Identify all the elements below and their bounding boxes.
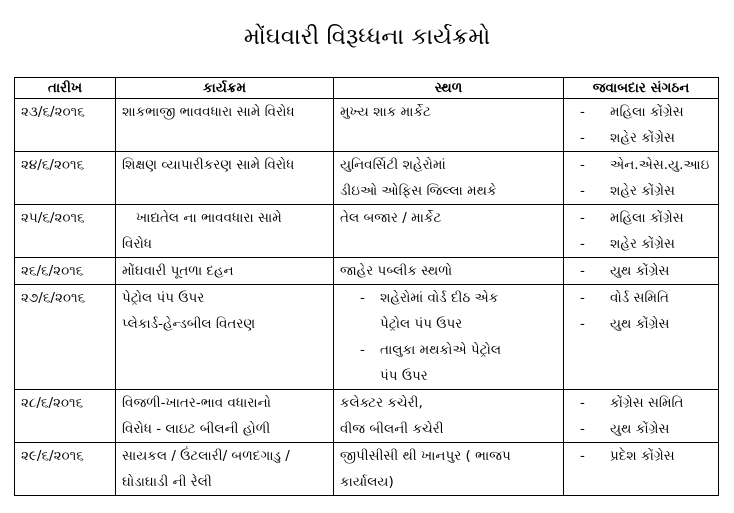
table-row xyxy=(15,390,719,443)
program-cell xyxy=(116,390,334,443)
responsible-item: - મહિલા કોંગ્રેસ xyxy=(580,104,684,120)
program-line: વિજળી-ખાતર-ભાવ વધારાનો xyxy=(122,395,272,411)
date-text: ૨૬/૬/૨૦૧૬ xyxy=(21,263,84,279)
responsible-item: - એન.એસ.યુ.આઇ xyxy=(580,157,710,173)
place-cell xyxy=(334,390,564,443)
date-text: ૨૭/૬/૨૦૧૬ xyxy=(21,290,86,306)
header-place: સ્થળ xyxy=(334,78,564,99)
responsible-item: - પ્રદેશ કોંગ્રેસ xyxy=(580,448,675,464)
place-bullet-continuation: પેટ્રોલ પંપ ઉપર xyxy=(380,316,463,332)
date-cell xyxy=(15,443,116,496)
program-line: સાયકલ / ઉંટલારી/ બળદગાડુ / xyxy=(122,448,290,464)
place-line: કલેક્ટર કચેરી, xyxy=(340,395,423,411)
page-title: મોંઘવારી વિરૂધ્ધના કાર્યક્રમો xyxy=(243,24,491,50)
responsible-cell xyxy=(564,258,719,285)
table-row xyxy=(15,99,719,152)
responsible-cell xyxy=(564,205,719,258)
place-line: જાહેર પબ્લીક સ્થળો xyxy=(340,263,453,279)
date-cell xyxy=(15,205,116,258)
program-cell xyxy=(116,443,334,496)
header-responsible: જવાબદાર સંગઠન xyxy=(564,78,719,99)
program-line: શાકભાજી ભાવવધારા સામે વિરોધ xyxy=(122,104,295,120)
program-line: પ્લેકાર્ડ-હેન્ડબીલ વિતરણ xyxy=(122,316,256,332)
table-row xyxy=(15,152,719,205)
place-bullet: - તાલુકા મથકોએ પેટ્રોલ xyxy=(360,342,502,358)
program-line: ઘોડાઘાડી ની રેલી xyxy=(122,474,212,490)
place-cell xyxy=(334,443,564,496)
place-bullet-continuation: પંપ ઉપર xyxy=(380,368,428,384)
responsible-item: - શહેર કોંગ્રેસ xyxy=(580,130,675,146)
responsible-item: - શહેર કોંગ્રેસ xyxy=(580,183,675,199)
place-line: કાર્યાલય) xyxy=(340,474,394,490)
program-cell xyxy=(116,152,334,205)
program-line: મોંઘવારી પૂતળા દહન xyxy=(122,263,234,279)
responsible-cell xyxy=(564,390,719,443)
program-cell xyxy=(116,205,334,258)
program-cell xyxy=(116,99,334,152)
table-row xyxy=(15,258,719,285)
place-bullet: - શહેરોમાં વોર્ડ દીઠ એક xyxy=(360,290,499,306)
program-line: ખાદ્યતેલ ના ભાવવધારા સામે xyxy=(136,210,282,226)
place-cell xyxy=(334,258,564,285)
date-text: ૨૩/૬/૨૦૧૬ xyxy=(21,104,85,120)
date-cell xyxy=(15,285,116,390)
table-row xyxy=(15,443,719,496)
program-cell xyxy=(116,285,334,390)
place-cell xyxy=(334,205,564,258)
place-cell xyxy=(334,99,564,152)
program-line: વિરોધ xyxy=(122,236,152,252)
responsible-item: - કોંગ્રેસ સમિતિ xyxy=(580,395,684,411)
date-cell xyxy=(15,99,116,152)
date-text: ૨૪/૬/૨૦૧૬ xyxy=(21,157,85,173)
date-cell xyxy=(15,390,116,443)
header-program: કાર્યક્રમ xyxy=(116,78,334,99)
date-cell xyxy=(15,258,116,285)
date-text: ૨૯/૬/૨૦૧૬ xyxy=(21,448,84,464)
table-header-row xyxy=(15,78,719,99)
table-row xyxy=(15,205,719,258)
place-line: યુનિવર્સિટી શહેરોમાં xyxy=(340,157,446,173)
responsible-cell xyxy=(564,285,719,390)
responsible-cell xyxy=(564,152,719,205)
date-text: ૨૫/૬/૨૦૧૬ xyxy=(21,210,85,226)
table-row xyxy=(15,285,719,390)
program-line: પેટ્રોલ પંપ ઉપર xyxy=(122,290,205,306)
responsible-cell xyxy=(564,443,719,496)
date-cell xyxy=(15,152,116,205)
responsible-item: - વોર્ડ સમિતિ xyxy=(580,290,670,306)
date-text: ૨૮/૬/૨૦૧૬ xyxy=(21,395,84,411)
responsible-cell xyxy=(564,99,719,152)
header-date: તારીખ xyxy=(15,78,116,99)
responsible-item: - યુથ કોંગ્રેસ xyxy=(580,316,670,332)
place-line: ડીઇઓ ઓફિસ જિલ્લા મથકે xyxy=(340,183,497,199)
place-line: મુખ્ય શાક માર્કેટ xyxy=(340,104,431,120)
place-line: તેલ બજાર / માર્કેટ xyxy=(340,210,442,226)
program-line: શિક્ષણ વ્યાપારીકરણ સામે વિરોધ xyxy=(122,157,295,173)
responsible-item: - મહિલા કોંગ્રેસ xyxy=(580,210,684,226)
place-cell xyxy=(334,152,564,205)
program-cell xyxy=(116,258,334,285)
place-line: વીજ બીલની કચેરી xyxy=(340,421,444,437)
programs-table xyxy=(14,77,719,496)
place-cell xyxy=(334,285,564,390)
place-line: જીપીસીસી થી ખાનપુર ( ભાજપ xyxy=(340,448,511,464)
responsible-item: - યુથ કોંગ્રેસ xyxy=(580,421,670,437)
responsible-item: - યુથ કોંગ્રેસ xyxy=(580,263,670,279)
program-line: વિરોધ - લાઇટ બીલની હોળી xyxy=(122,421,271,437)
responsible-item: - શહેર કોંગ્રેસ xyxy=(580,236,675,252)
